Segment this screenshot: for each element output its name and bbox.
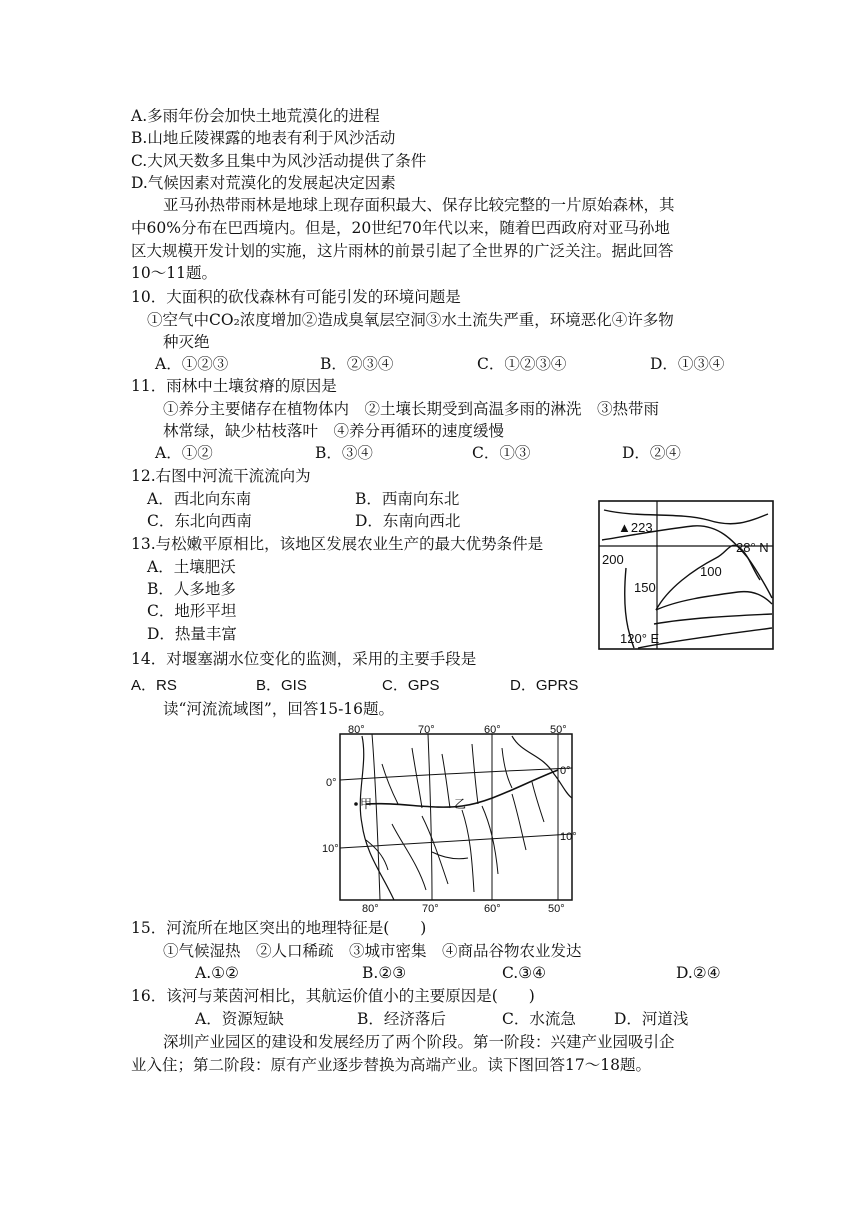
q11-option-b: B．③④ [315,444,373,462]
lon-label-bottom: 60° [484,903,501,914]
q11-items: 林常绿，缺少枯枝落叶 ④养分再循环的速度缓慢 [163,422,505,440]
q15-option-a: A.①② [195,964,239,982]
lat-label-left: 10° [322,843,339,855]
lon-label-bottom: 80° [362,903,379,914]
q10-items: ①空气中CO₂浓度增加②造成臭氧层空洞③水土流失严重，环境恶化④许多物 [147,311,674,329]
lon-label-bottom: 70° [422,903,439,914]
q10-option-b: B．②③④ [320,355,394,373]
q11-stem: 11．雨林中土壤贫瘠的原因是 [131,377,337,395]
lon-label-top: 50° [550,724,567,736]
passage3-line: 深圳产业园区的建设和发展经历了两个阶段。第一阶段：兴建产业园吸引企 [163,1033,675,1051]
q16-option-d: D．河道浅 [614,1010,689,1028]
q11-items: ①养分主要储存在植物体内 ②土壤长期受到高温多雨的淋洗 ③热带雨 [163,400,660,418]
lat-label-right: 0° [560,765,571,777]
passage1-line: 10～11题。 [131,264,217,282]
q14-option-a: A．RS [131,677,177,694]
longitude-label: 120° E [620,631,660,646]
q10-stem: 10．大面积的砍伐森林有可能引发的环境问题是 [131,288,461,306]
q10-items: 种灭绝 [163,333,210,351]
passage1-line: 区大规模开发计划的实施，这片雨林的前景引起了全世界的广泛关注。据此回答 [131,242,674,260]
passage3-line: 业入住；第二阶段：原有产业逐步替换为高端产业。读下图回答17～18题。 [131,1056,651,1074]
q15-option-b: B.②③ [362,964,407,982]
q10-option-c: C．①②③④ [477,355,567,373]
q10-option-d: D．①③④ [650,355,725,373]
latitude-label: 28° N [736,540,769,555]
lat-label-right: 10° [560,831,577,843]
q16-option-a: A．资源短缺 [195,1010,284,1028]
q14-stem: 14．对堰塞湖水位变化的监测，采用的主要手段是 [131,650,477,668]
contour-200-label: 200 [602,552,624,567]
lon-label-top: 70° [418,724,435,736]
q15-stem: 15．河流所在地区突出的地理特征是( ) [131,919,427,937]
q13-option-b: B．人多地多 [147,580,236,598]
lon-label-top: 80° [348,724,365,736]
q13-option-d: D．热量丰富 [147,625,237,643]
q12-option-d: D．东南向西北 [355,512,461,530]
contour-150-label: 150 [634,580,656,595]
q14-option-b: B．GIS [256,677,307,694]
q16-stem: 16．该河与莱茵河相比，其航运价值小的主要原因是( ) [131,987,535,1005]
q12-option-a: A．西北向东南 [147,490,252,508]
contour-100-label: 100 [700,564,722,579]
q10-option-a: A．①②③ [155,355,229,373]
q16-option-b: B．经济落后 [357,1010,446,1028]
q12-option-c: C．东北向西南 [147,512,252,530]
q13-stem: 13.与松嫩平原相比，该地区发展农业生产的最大优势条件是 [131,535,544,553]
lat-label-left: 0° [326,777,337,789]
prev-option-c: C.大风天数多且集中为风沙活动提供了条件 [131,152,427,170]
prev-option-b: B.山地丘陵裸露的地表有利于风沙活动 [131,129,396,147]
label-jia: 甲 [360,797,373,811]
lon-label-top: 60° [484,724,501,736]
q15-option-d: D.②④ [676,964,721,982]
q16-option-c: C．水流急 [502,1010,576,1028]
label-yi: 乙 [454,797,467,811]
q11-option-d: D．②④ [622,444,681,462]
q12-stem: 12.右图中河流干流流向为 [131,467,311,485]
lon-label-bottom: 50° [548,903,565,914]
prev-option-a: A.多雨年份会加快土地荒漠化的进程 [131,107,380,125]
q15-option-c: C.③④ [502,964,547,982]
q12-option-b: B．西南向东北 [355,490,460,508]
river-basin-map [322,724,586,914]
prev-option-d: D.气候因素对荒漠化的发展起决定因素 [131,174,396,192]
q11-option-a: A．①② [155,444,213,462]
passage1-line: 亚马孙热带雨林是地球上现存面积最大、保存比较完整的一片原始森林，其 [163,196,675,214]
peak-label: ▲223 [618,520,653,535]
q11-option-c: C．①③ [472,444,531,462]
q13-option-c: C．地形平坦 [147,602,237,620]
passage1-line: 中60%分布在巴西境内。但是，20世纪70年代以来，随着巴西政府对亚马孙地 [131,219,670,237]
q13-option-a: A．土壤肥沃 [147,558,236,576]
q14-option-c: C．GPS [382,677,440,694]
passage2: 读“河流流域图”，回答15-16题。 [163,700,395,718]
q14-option-d: D．GPRS [510,677,579,694]
q15-items: ①气候湿热 ②人口稀疏 ③城市密集 ④商品谷物农业发达 [163,942,582,960]
contour-map [598,500,774,650]
